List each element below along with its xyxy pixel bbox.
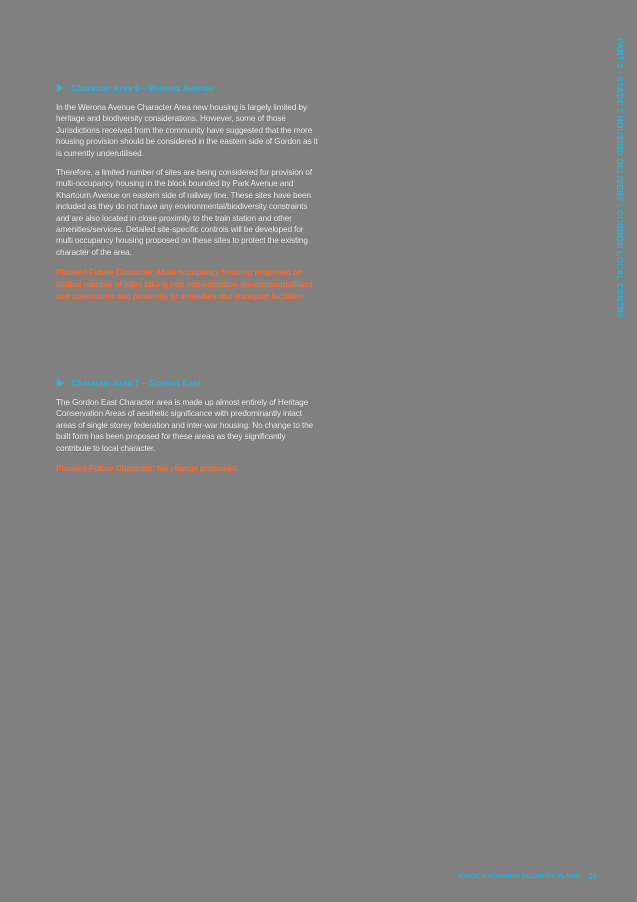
vertical-section-title bbox=[613, 38, 627, 328]
planned-future-character: Planned Future Character: No change proposed. bbox=[56, 463, 239, 474]
heading-text: Character Area 6 – Werona Avenue bbox=[71, 83, 214, 93]
heading-text: Character Area 7 – Gordon East bbox=[71, 378, 201, 388]
page-number: 25 bbox=[588, 872, 597, 881]
section-character-area-6 bbox=[56, 82, 318, 302]
section-character-area-7 bbox=[56, 377, 318, 474]
body-paragraph: The Gordon East Character area is made up almost entirely of Heritage Conservation Areas of aesthetic significance with predominantly intact areas of single storey federation and inter-war housing. No change to the built form has been proposed for these areas as they significantly contribute to local character. bbox=[56, 397, 314, 453]
section-heading bbox=[56, 82, 318, 94]
footer-label: STAGE 2 HOUSING DELIVERY PLANS bbox=[457, 873, 581, 880]
triangle-bullet-icon bbox=[57, 379, 64, 387]
triangle-bullet-icon bbox=[57, 84, 64, 92]
body-paragraph: Therefore, a limited number of sites are being considered for provision of multi-occupancy housing in the block bounded by Park Avenue and Khartoum Avenue on eastern side of railway line. These sites have been included as they do not have any environmental/biodiversity constraints and are also located in close proximity to the train station and other amenities/services. Detailed site-specific controls will be developed for multi occupancy housing proposed on these sites to protect the existing character of the area. bbox=[56, 167, 312, 257]
planned-future-character: Planned Future Character: Multi occupancy housing proposed on limited number of sites taking into consideration environmental/land use constraints and proximity to amenities and transport facilities. bbox=[56, 267, 313, 302]
vertical-title-text: PART 2 - STAGE 2 HOUSING DELIVERY - GORDON LOCAL CENTRE bbox=[615, 38, 625, 319]
body-paragraph: In the Werona Avenue Character Area new housing is largely limited by heritage and biodiversity considerations. However, some of those Jurisdictions received from the community have suggested that the more housing provision should be considered in the eastern side of Gordon as it is currently underutilised. bbox=[56, 102, 318, 158]
section-heading bbox=[56, 377, 318, 389]
page-footer bbox=[457, 872, 597, 881]
